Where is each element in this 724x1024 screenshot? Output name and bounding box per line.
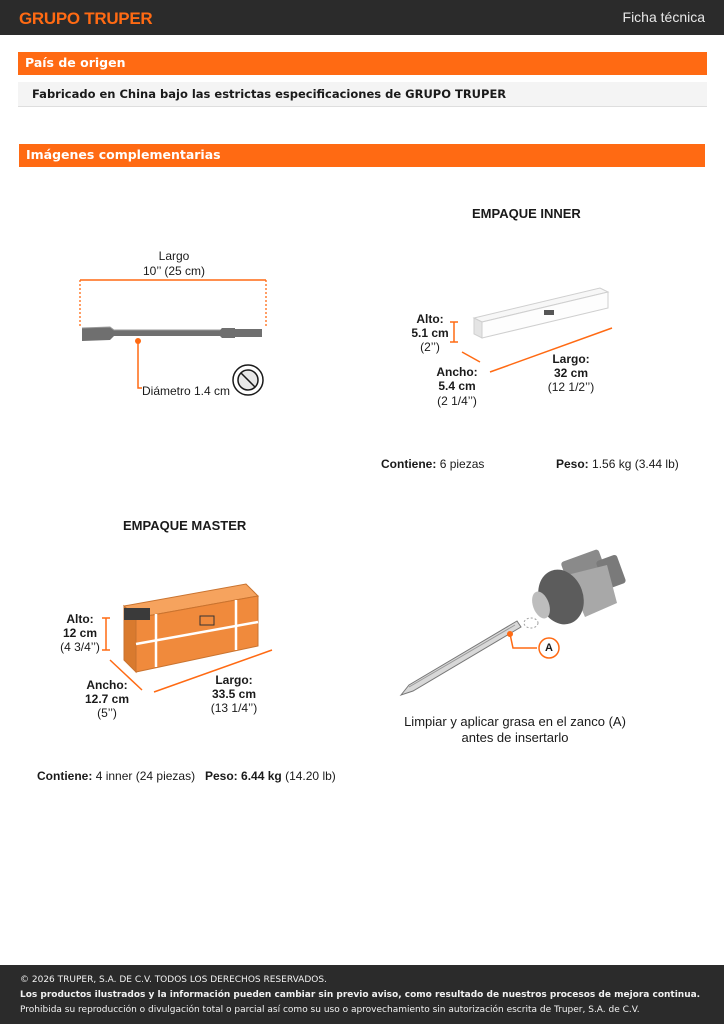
marker-a: A (545, 642, 553, 654)
product-diameter: Diámetro 1.4 cm (141, 384, 231, 398)
product-length-label: Largo (158, 249, 190, 263)
master-largo-label: Largo: (215, 673, 253, 687)
section-origin-title: País de origen (18, 52, 707, 75)
master-largo-in: (13 1/4’’) (210, 701, 258, 715)
master-alto-cm: 12 cm (62, 626, 98, 640)
instruction-line-2: antes de insertarlo (461, 730, 569, 745)
origin-text: Fabricado en China bajo las estrictas especificaciones de GRUPO TRUPER (32, 87, 507, 101)
master-alto-in: (4 3/4’’) (60, 640, 100, 654)
inner-ancho-label: Ancho: (436, 365, 478, 379)
product-length-value: 10’’ (25 cm) (142, 264, 206, 278)
footer-copyright: © 2026 TRUPER, S.A. DE C.V. TODOS LOS DERECHOS RESERVADOS. (20, 975, 327, 985)
inner-weight: Peso: 1.56 kg (3.44 lb) (556, 457, 679, 471)
brand-logo: GRUPO TRUPER (19, 9, 153, 28)
inner-contents: Contiene: 6 piezas (381, 457, 485, 471)
section-images-title: Imágenes complementarias (19, 144, 705, 167)
master-ancho-label: Ancho: (86, 678, 128, 692)
inner-alto-cm: 5.1 cm (411, 326, 449, 340)
inner-title: EMPAQUE INNER (472, 206, 581, 221)
inner-largo-label: Largo: (552, 352, 590, 366)
footer (0, 965, 724, 1024)
footer-legal: Prohibida su reproducción o divulgación total o parcial así como su uso o aprovechamiento sin autorización escrita de Truper, S.A. de C.V. (20, 1005, 640, 1015)
master-contents: Contiene: 4 inner (24 piezas) (37, 769, 196, 783)
master-largo-cm: 33.5 cm (211, 687, 257, 701)
master-title: EMPAQUE MASTER (123, 518, 247, 533)
master-alto-label: Alto: (66, 612, 94, 626)
inner-largo-cm: 32 cm (553, 366, 589, 380)
top-bar (0, 0, 724, 35)
inner-largo-in: (12 1/2’’) (547, 380, 595, 394)
document-type: Ficha técnica (622, 9, 705, 25)
master-weight: Peso: 6.44 kg (14.20 lb) (205, 769, 336, 783)
master-ancho-cm: 12.7 cm (84, 692, 130, 706)
inner-alto-in: (2’’) (420, 340, 440, 354)
instruction-line-1: Limpiar y aplicar grasa en el zanco (A) (404, 714, 626, 729)
origin-row (18, 82, 707, 107)
inner-alto-label: Alto: (416, 312, 444, 326)
footer-notice: Los productos ilustrados y la información pueden cambiar sin previo aviso, como resultado de nuestros procesos de mejora continua. (20, 990, 701, 1000)
inner-ancho-in: (2 1/4’’) (437, 394, 477, 408)
inner-ancho-cm: 5.4 cm (438, 379, 476, 393)
drill-chuck-diagram (395, 545, 645, 705)
master-ancho-in: (5’’) (97, 706, 117, 720)
